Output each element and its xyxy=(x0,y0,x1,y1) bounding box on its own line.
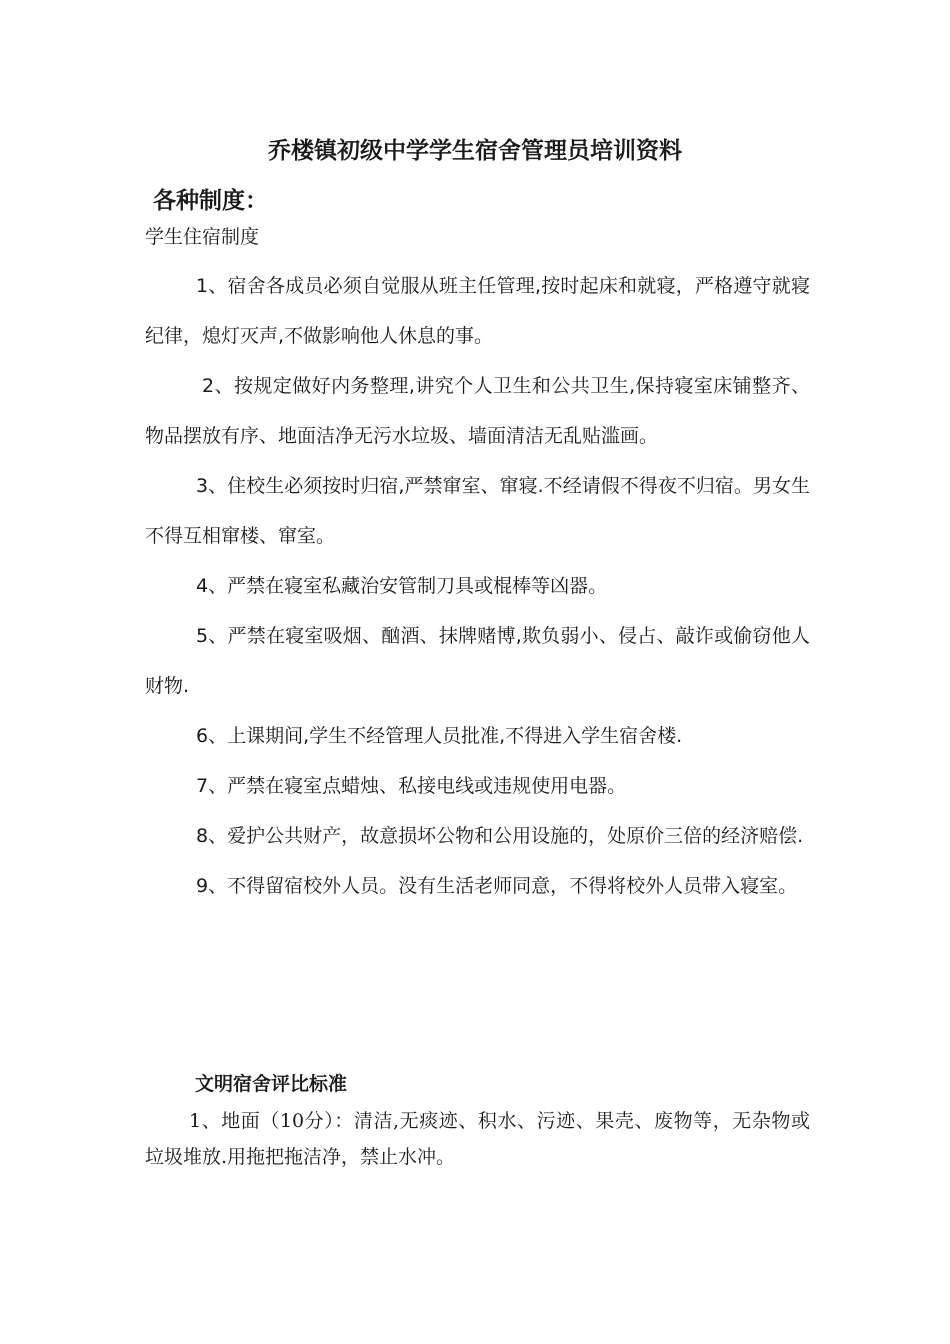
section-heading: 各种制度： xyxy=(153,188,268,214)
rules-list xyxy=(145,261,810,911)
rule-item: 7、严禁在寝室点蜡烛、私接电线或违规使用电器。 xyxy=(196,775,627,797)
rule-item: 8、爱护公共财产，故意损坏公物和公用设施的，处原价三倍的经济赔偿. xyxy=(196,825,804,847)
rule-item: 2、按规定做好内务整理,讲究个人卫生和公共卫生,保持寝室床铺整齐、物品摆放有序、地面洁净无污水垃圾、墙面清洁无乱贴滥画。 xyxy=(145,375,810,447)
rule-item: 1、宿舍各成员必须自觉服从班主任管理,按时起床和就寝，严格遵守就寝纪律，熄灯灭声,不做影响他人休息的事。 xyxy=(145,275,810,347)
rule-item: 3、住校生必须按时归宿,严禁窜室、窜寝.不经请假不得夜不归宿。男女生不得互相窜楼、窜室。 xyxy=(145,475,810,547)
subsection-heading: 学生住宿制度 xyxy=(145,226,260,248)
standards-item: 1、地面（10分）：清洁,无痰迹、积水、污迹、果壳、废物等，无杂物或垃圾堆放.用拖把拖洁净，禁止水冲。 xyxy=(145,1110,810,1168)
rule-item: 6、上课期间,学生不经管理人员批准,不得进入学生宿舍楼. xyxy=(196,725,683,747)
rule-item: 5、严禁在寝室吸烟、酗酒、抹牌赌博,欺负弱小、侵占、敲诈或偷窃他人财物. xyxy=(145,625,810,697)
document-title: 乔楼镇初级中学学生宿舍管理员培训资料 xyxy=(268,138,682,164)
rule-item: 9、不得留宿校外人员。没有生活老师同意，不得将校外人员带入寝室。 xyxy=(196,875,798,897)
rule-item: 4、严禁在寝室私藏治安管制刀具或棍棒等凶器。 xyxy=(196,575,608,597)
standards-heading: 文明宿舍评比标准 xyxy=(195,1073,348,1095)
